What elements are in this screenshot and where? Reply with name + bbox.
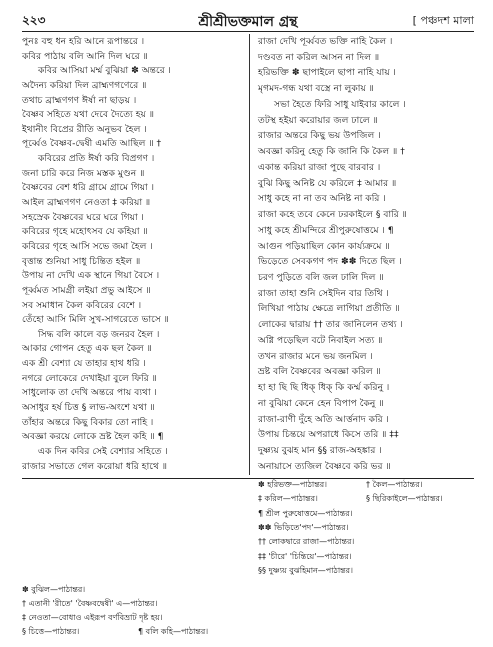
verse-line: কবির আসিয়া মর্ম্ম বুঝিয়া ✽ অন্তরে । bbox=[38, 65, 171, 77]
verse-line: অসাধুর হর্ষ চিত্ত § লাভ-অংশে যথা ॥ bbox=[22, 402, 155, 414]
left-verse-column bbox=[22, 36, 240, 473]
column-divider bbox=[249, 34, 250, 475]
footnote-text bbox=[138, 585, 240, 595]
verse-line: ভ্রষ্ট বলি বৈষ্ণবের অবজ্ঞা করিল ॥ bbox=[258, 366, 381, 378]
footnote-row bbox=[258, 494, 474, 504]
verse-line: মৃগমদ-গন্ধ যথা বস্ত্রে না লুকায় ॥ bbox=[258, 83, 374, 95]
footnote-text: ✽ হরিভক্ত—পাঠান্তর। bbox=[258, 480, 327, 489]
footnote-text bbox=[138, 599, 240, 609]
verse-line: আগুন পড়িয়াছিল কোন কার্য্যক্রমে ॥ bbox=[258, 240, 390, 252]
verse-line: চরণ পুড়িতে বলি জল ঢালি দিল ॥ bbox=[258, 272, 384, 284]
verse-line: রাজা-রাণী দুঁহে অতি আর্ত্তনাদ করি । bbox=[258, 413, 389, 425]
footnote-row bbox=[22, 627, 240, 637]
page-title: শ্রীশ্রীভক্তমাল গ্রন্থ bbox=[198, 14, 298, 30]
verse-line: সব সমাধান কৈল কবিরের বেশে । bbox=[22, 299, 142, 311]
footnote-text: ✽✽ ভিড়িতে'পদ'—পাঠান্তর। bbox=[258, 522, 349, 532]
verse-line: তথাচ ব্রাহ্মণগণ ঈর্ষা না ছাড়য় । bbox=[22, 94, 137, 106]
footnote-row bbox=[258, 566, 474, 576]
verse-line: হা হা ছি ছি ধিক্‌ ধিক্‌ কি কর্ম্ম করিনু । bbox=[258, 382, 390, 394]
verse-line: বৃত্তান্ত শুনিয়া সাধু চিন্তিত হইল ॥ bbox=[22, 255, 141, 267]
verse-line: অবজ্ঞা করিনু হেতু কি জানি কি কৈল ॥ † bbox=[258, 146, 405, 158]
footnote-text bbox=[138, 613, 240, 623]
footnote-text: ‡ নেওতা—বোধাও এইরূপ বর্ণবিভ্রাট দৃষ্ট হয়। bbox=[22, 613, 163, 622]
verse-line: নগরে লোকেরে দেখাইয়া বুলে ফিরি ॥ bbox=[22, 372, 157, 384]
header-rule bbox=[22, 31, 474, 32]
footnote-text: ‡ করিল—পাঠান্তর। bbox=[258, 494, 318, 504]
verse-line: রাজার অন্তরে কিছু ভয় উপজিল । bbox=[258, 130, 381, 142]
footnote-row bbox=[258, 537, 474, 547]
right-verse-column bbox=[258, 36, 474, 473]
verse-line: এক দিন কবির সেই বেশ্যার সহিতে । bbox=[38, 445, 168, 457]
footnote-text bbox=[366, 537, 474, 547]
verse-line: বৈষ্ণব সহিতে যথা দেবে দৈত্যে হয় ॥ bbox=[22, 109, 155, 121]
verse-line: সিদ্ধ বলি কালে বড় জনরব হৈল । bbox=[38, 328, 160, 340]
footnote-row bbox=[258, 523, 474, 533]
verse-line: রাজা তাহা শুনি সেইদিন বার তিথি । bbox=[258, 287, 389, 299]
footnote-text: ¶ শ্রীল পুরুষোত্তমে—পাঠান্তর। bbox=[258, 508, 353, 518]
verse-line: সাধুলোক তা দেখি অন্তরে পায় ব্যথা । bbox=[22, 387, 157, 399]
footnote-row bbox=[258, 480, 474, 490]
verse-line: অবজ্ঞা করয়ে লোকে ভ্রষ্ট হৈল কহি ॥ ¶ bbox=[22, 431, 164, 443]
footnote-text bbox=[366, 552, 474, 562]
verse-line: দুষ্ণ্যয় বুঝহ মান §§ রাজ-অহঙ্কার । bbox=[258, 445, 382, 457]
verse-line: বুঝি কিছু অনিষ্ট যে করিলে ‡ আমার ॥ bbox=[258, 177, 397, 189]
footnote-text bbox=[366, 509, 474, 519]
verse-line: সাধু কহে না না তব অনিষ্ট না করি । bbox=[258, 193, 386, 205]
verse-line: আকার গোপন হেতু এক ছল কৈল ॥ bbox=[22, 343, 152, 355]
footnote-row bbox=[258, 509, 474, 519]
verse-line: কবিরের গৃহে মহোৎসব যে কহিয়া ॥ bbox=[22, 226, 148, 238]
footnote-text: § চিত্তে—পাঠান্তর। bbox=[22, 627, 80, 636]
footnote-text: † এতানী 'রীতে' 'বৈষ্ণবদ্বেষী' এ—পাঠান্তর। bbox=[22, 599, 158, 608]
verse-line: ইথানীং বিপ্রের রীতি অনুভব হৈল । bbox=[22, 123, 147, 135]
footnote-text: ✽ বুঝিল—পাঠান্তর। bbox=[22, 585, 86, 594]
verse-line: জনা চারি করে নিজ মস্তক মুণ্ডন ॥ bbox=[22, 167, 145, 179]
verse-line: দণ্ডবত না করিল আসন না দিল ॥ bbox=[258, 51, 380, 63]
footnote-text: †† লোকদ্বারে রাজা—পাঠান্তর। bbox=[258, 537, 355, 547]
chapter-label: [ পঞ্চদশ মালা bbox=[412, 14, 474, 27]
verse-line: পুনঃ বহু ধন হরি আনে রূপান্তরে । bbox=[22, 36, 145, 47]
verse-line: লোকের দ্বারায় †† তার জানিলেন তথ্য । bbox=[258, 319, 403, 331]
footnote-text: ‡‡ 'চীরে' 'চিন্তিয়ে'—পাঠান্তর। bbox=[258, 551, 352, 561]
verse-line: তাঁহার অন্তরে কিছু বিকার তো নাহি । bbox=[22, 416, 154, 428]
footnote-text bbox=[366, 566, 474, 576]
verse-line: রাজা দেখি পূর্ব্ববত ভক্তি নাহি কৈল । bbox=[258, 36, 393, 47]
verse-line: একান্ত করিয়া রাজা পুছে বারবার । bbox=[258, 161, 381, 173]
footnote-row bbox=[22, 599, 240, 609]
verse-line: না বুঝিয়া কেনে হেন বিপাপ কৈনু ॥ bbox=[258, 397, 384, 409]
verse-line: অনায়াসে ত্যজিল বৈষ্ণবে করি ভর ॥ bbox=[258, 460, 391, 472]
footnote-row bbox=[258, 552, 474, 562]
verse-line: পূর্ব্বেও বৈষ্ণব-দ্বেষী এমতি আছিল ॥ † bbox=[22, 138, 162, 150]
verse-line: কবিরের গৃহে আসি সভে জমা হৈল । bbox=[22, 240, 153, 252]
verse-line: কবির পাঠায় বলি আনি দিল ঘরে ॥ bbox=[22, 50, 148, 62]
footnote-text: § ছিরিকাইলে—পাঠান্তর। bbox=[366, 494, 443, 504]
verse-line: রাজা কহে তবে কেনে ঢরকাইলে § বারি ॥ bbox=[258, 209, 407, 221]
verse-line: সাধু কহে শ্রীমন্দিরে শ্রীপুরুষোত্তমে । ¶ bbox=[258, 224, 394, 236]
footnotes-right bbox=[258, 480, 474, 576]
verse-line: উপায় চিন্তয়ে অপরাধে কিসে তরি ॥ ‡‡ bbox=[258, 429, 399, 441]
verse-line: সহস্রেক বৈষ্ণবের ঘরে ঘরে গিয়া । bbox=[22, 211, 144, 223]
footnote-row bbox=[22, 613, 240, 623]
footnote-text: † কৈল—পাঠান্তর। bbox=[366, 480, 423, 489]
verse-line: পূর্ব্বমত সামগ্রী লইয়া প্রভু আইসে ॥ bbox=[22, 284, 151, 296]
verse-line: তখন রাজার মনে ভয় জনমিল । bbox=[258, 350, 373, 362]
footnotes-left bbox=[22, 585, 240, 637]
verse-line: অদৈন্য করিয়া দিল ব্রাহ্মণগণেরে ॥ bbox=[22, 79, 147, 91]
verse-line: সভা হৈতে ফিরি সাধু যাইবার কালে । bbox=[274, 98, 406, 110]
verse-line: অগ্নি পড়েছিল বটে নিবাইল সত্য ॥ bbox=[258, 334, 383, 346]
verse-line: হরিভক্তি ✽ ছাপাইলে ছাপা নাহি যায় । bbox=[258, 67, 396, 79]
footnote-text: §§ দুষ্ণ্যয় বুঝহিমান—পাঠান্তর। bbox=[258, 565, 353, 575]
verse-line: আইল ব্রাহ্মণগণ নেওতা ‡ করিয়া ॥ bbox=[22, 197, 151, 209]
verse-line: তেঁহো আসি মিলি সুখ-সাগরেতে ভাসে ॥ bbox=[22, 314, 169, 326]
verse-line: রাজার সভাতে গেল করোয়া ধরি হাথে ॥ bbox=[22, 460, 168, 472]
footnote-text: ¶ বলি কহি—পাঠান্তর। bbox=[138, 627, 209, 636]
verse-line: লিখিয়া পাঠায় ক্ষেত্রে লাগিয়া প্রতীতি ॥ bbox=[258, 303, 400, 315]
page-header bbox=[22, 10, 474, 30]
page-number: ২২৩ bbox=[22, 13, 46, 27]
verse-line: তটস্থ হইয়া করোয়ার জল ঢালে ॥ bbox=[258, 114, 378, 126]
verse-line: উপায় না দেখি এক স্থানে গিয়া বৈসে । bbox=[22, 270, 160, 282]
footnote-row bbox=[22, 585, 240, 595]
verse-line: এক শ্রী বেশ্যা যে তাহার হাথ ধরি । bbox=[22, 358, 146, 370]
verse-line: বৈষ্ণবের বেশ ধরি গ্রামে গ্রামে গিয়া । bbox=[22, 182, 154, 194]
verse-line: কবিরের প্রতি ঈর্ষা করি বিপ্রগণ । bbox=[38, 153, 155, 165]
footnote-text bbox=[366, 523, 474, 533]
verse-line: ভিড়েতে সেবকগণ পদ ✽✽ দিতে ছিল । bbox=[258, 256, 402, 268]
footnote-rule bbox=[22, 478, 474, 479]
